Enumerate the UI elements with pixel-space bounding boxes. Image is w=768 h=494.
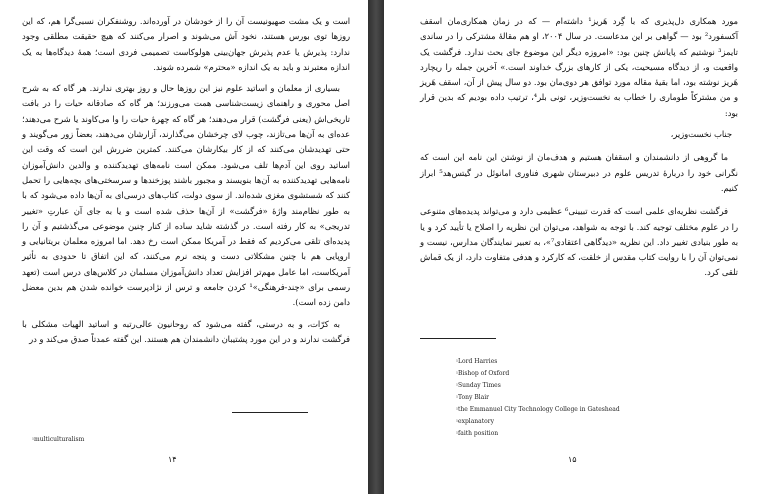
footnote-rule	[232, 412, 308, 413]
right-page	[384, 0, 768, 494]
footnote-item: ¹ multiculturalism	[32, 434, 84, 446]
footnote-item: ¹ Sunday Times	[456, 380, 620, 392]
left-paragraph-2: بسیاری از معلمان و اساتید علوم نیز این روزها حال و روز بهتری ندارند. هر گاه که به شرح اصل محوری و راهنمای زیست‌شناسی همت می‌ورزند؛ هر گاه که صادقانه حیات را در بافت تاریخی‌اش (یعنی فرگشت) قرار می‌دهند؛ هر گاه که چهرهٔ حیات را وا می‌کاوند یا شرح می‌دهند؛ عده‌ای به آن‌ها می‌تازند، چوب لای چرخشان می‌گذارند، آزارشان می‌دهند، بعضاً زور می‌گویند و حتی تهدیدشان می‌کنند که از کار بیکارشان می‌کنند. کمترین ضررش این است که وقت این اساتید روی این آدم‌ها تلف می‌شود. ممکن است نامه‌های تهدیدکننده و والدین دانش‌آموزان نامه‌هایی تهدیدکننده به آن‌ها بنویسند و مجبور باشند پوزخندها و سرسختی‌های بچه‌هایی را تحمل کنند که شستشوی مغزی شده‌اند. از سوی دولت، کتاب‌های درسی‌ای به آن‌ها داده می‌شود که با به طور نظام‌مند واژهٔ «فرگشت» از آن‌ها حذف شده است و یا به جای آن عبارتِ «تغییر تدریجی» به کار رفته است. در گذشته شاید ساده از کنار چنین موضوعی می‌گذشتیم و آن را پدیده‌ای تلقی می‌کردیم که فقط در آمریکا ممکن است رخ دهد. اما امروزه معلمان بریتانیایی و اروپایی هم با چنین مشکلاتی دست و پنجه نرم می‌کنند، که این اتفاق تا حدودی به تأثیر آمریکاست، اما عامل مهم‌تر افزایش تعداد دانش‌آموزان مسلمان در کلاس‌های درس است (تعهد رسمی برای «چند-فرهنگی»¹ کردن جامعه و ترس از نژادپرست خوانده شدن هم بدین معضل دامن زده است).	[22, 83, 351, 308]
right-footnotes	[456, 356, 620, 440]
footnote-rule	[420, 338, 496, 339]
footnote-item: ¹ explanatory	[456, 416, 620, 428]
letter-paragraph-1: ما گروهی از دانشمندان و اسقفان هستیم و هدف‌مان از نوشتن این نامه این است که نگرانی خود را دربارهٔ تدریس علوم در دبیرستان شهری فناوری امانوئل در گیتس‌هد⁵ ابراز کنیم.	[420, 152, 738, 193]
footnote-item: ¹ Bishop of Oxford	[456, 368, 620, 380]
letter-paragraph-2: فرگشت نظریه‌ای علمی است که قدرت تبیینی⁶ عظیمی دارد و می‌تواند پدیده‌های متنوعی را در علوم مختلف توجیه کند. با توجه به شواهد، می‌توان این نظریه را اصلاح یا تأیید کرد و یا به طور بنیادی تغییر داد. این نظریه «دیدگاهی اعتقادی⁷»، به تعبیر نمایندگان مدارس، نیست و نمی‌توان آن را با روایت کتاب مقدس از خلقت، که کارکرد و هدفی متفاوت دارد، از یک قماش تلقی کرد.	[420, 206, 738, 278]
letter-salutation: جناب نخست‌وزیر،	[670, 129, 732, 140]
footnote-item: ¹ faith position	[456, 428, 620, 440]
book-gutter	[368, 0, 384, 494]
page-number: ۱۵	[568, 455, 577, 464]
left-paragraph-1: است و یک مشت صهیونیست آن را از خودشان در آورده‌اند. روشنفکران نسبی‌گرا هم، که این روزها توی بورس هستند، نخود آش می‌شوند و اصرار می‌کنند که هیچ حقیقت مطلقی وجود ندارد: پذیرش یا عدم پذیرش جهان‌بینی هولوکاست تصمیمی فردی است؛ همهٔ دیدگاه‌ها به یک اندازه معتبرند و باید به یک اندازه «محترم» شمرده شوند.	[22, 16, 350, 72]
footnote-item: ¹ the Emmanuel City Technology College in Gateshead	[456, 404, 620, 416]
right-paragraph-1: مورد همکاری دل‌پذیری که با گِرد هَریز¹ داشته‌ام — که در زمان همکاری‌مان اسقف آکسفورد² بود — گواهی بر این مدعاست. در سال ۲۰۰۴، او هم مقالهٔ مشترکی را در ساندی تایمز³ نوشتیم که پایانش چنین بود: «امروزه دیگر این موضوع جای بحث ندارد. فرگشت یک واقعیت و، از دیدگاه مسیحیت، یکی از کارهای بزرگ خداوند است.» آخرین جمله را ریچارد هَریز نوشته بود، اما بقیهٔ مقاله مورد توافق هر دوی‌مان بود. دو سال پیش از آن، اسقف هَریز و من مشترکاً طوماری را خطاب به نخست‌وزیر، تونی بلر⁴، ترتیب داده بودیم که بدین قرار بود:	[420, 16, 739, 118]
left-paragraph-3: به کرّات، و به درستی، گفته می‌شود که روحانیون عالی‌رتبه و اساتید الهیات مشکلی با فرگشت ندارند و در این مورد پشتیبان دانشمندان هم هستند. این گفته عمدتاً صدق می‌کند و در	[22, 318, 350, 344]
footnote-item: ¹ Tony Blair	[456, 392, 620, 404]
left-page	[0, 0, 368, 494]
left-footnotes	[32, 434, 84, 446]
page-number: ۱۴	[168, 455, 177, 464]
footnote-item: ¹ Lord Harries	[456, 356, 620, 368]
